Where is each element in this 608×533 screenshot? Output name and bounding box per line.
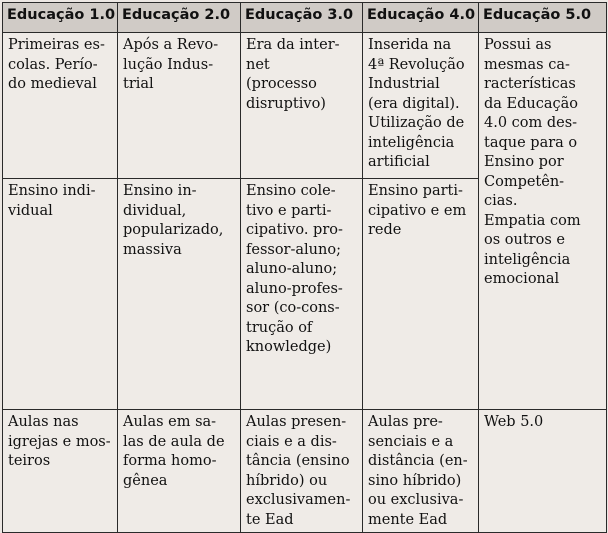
header-educacao-5: Educação 5.0	[479, 3, 607, 33]
table-cell: Aulas em sa- las de aula de forma homo- gênea	[118, 410, 241, 533]
header-educacao-4: Educação 4.0	[363, 3, 479, 33]
table-cell: Aulas presen- ciais e a dis- tância (ensino híbrido) ou exclusivamen- te Ead	[241, 410, 363, 533]
header-educacao-2: Educação 2.0	[118, 3, 241, 33]
table-cell: Aulas nas igrejas e mos- teiros	[3, 410, 118, 533]
table-cell: Ensino in- dividual, popularizado, massiva	[118, 179, 241, 410]
table-row-period	[3, 33, 607, 179]
table-cell: Aulas pre- senciais e a distância (en- sino híbrido) ou exclusiva- mente Ead	[363, 410, 479, 533]
header-educacao-3: Educação 3.0	[241, 3, 363, 33]
header-educacao-1: Educação 1.0	[3, 3, 118, 33]
table-cell: Primeiras es- colas. Perío- do medieval	[3, 33, 118, 179]
header-row	[3, 3, 607, 33]
table-cell: Ensino cole- tivo e parti- cipativo. pro- fessor-aluno; aluno-aluno; aluno-profes- sor (co-cons- trução of knowledge)	[241, 179, 363, 410]
table-cell: Era da inter- net (processo disruptivo)	[241, 33, 363, 179]
table-cell: Web 5.0	[479, 410, 607, 533]
education-comparison-table	[2, 2, 607, 533]
table-row-classes	[3, 410, 607, 533]
table-cell: Ensino parti- cipativo e em rede	[363, 179, 479, 410]
table-cell: Ensino indi- vidual	[3, 179, 118, 410]
table-cell: Inserida na 4ª Revolução Industrial (era digital). Utilização de inteligência artificial	[363, 33, 479, 179]
table-cell-merged: Possui as mesmas ca- racterísticas da Educação 4.0 com des- taque para o Ensino por Competên- cias. Empatia com os outros e inteligência emocional	[479, 33, 607, 410]
table-cell: Após a Revo- lução Indus- trial	[118, 33, 241, 179]
